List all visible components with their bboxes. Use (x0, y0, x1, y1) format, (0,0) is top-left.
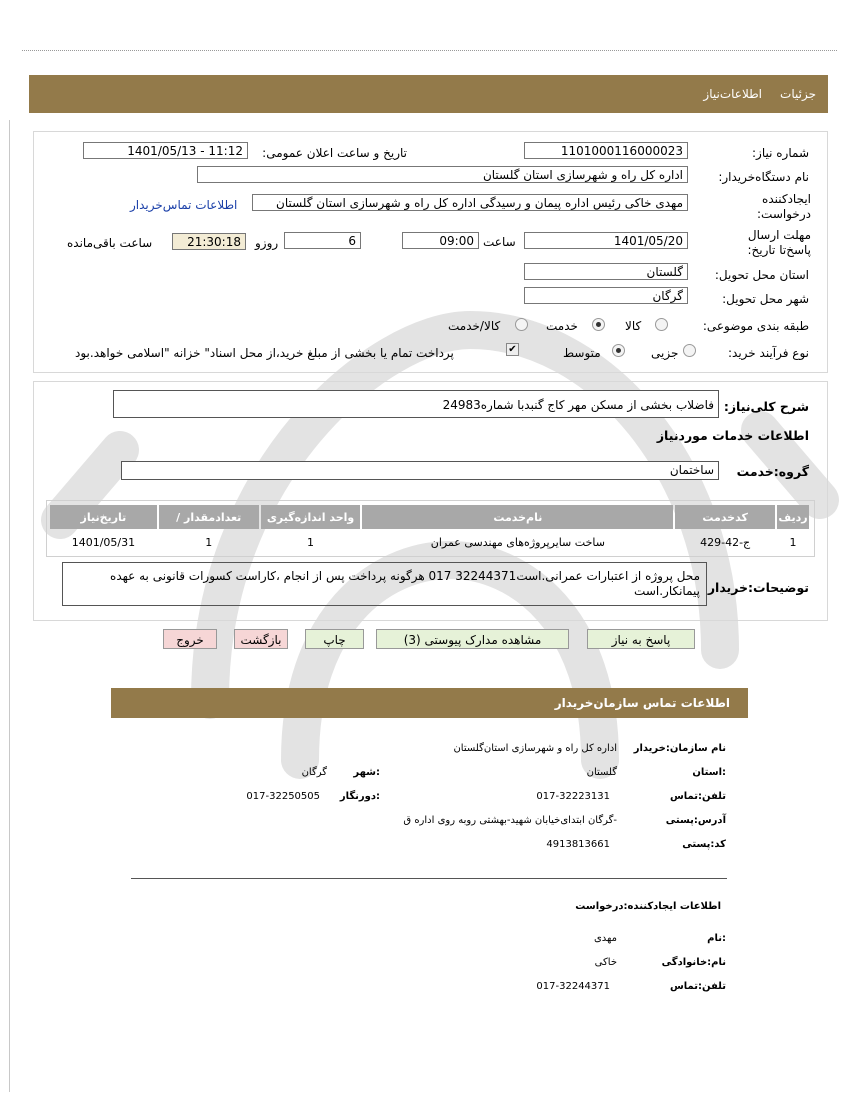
contact-postal-label: کد:پستی (682, 839, 726, 850)
requester-family-label: نام:خانوادگی (661, 957, 726, 968)
deadline-date-field: 1401/05/20 (524, 232, 688, 249)
category-both-label: کالا/خدمت (448, 319, 501, 333)
view-documents-button[interactable]: مشاهده مدارک پیوستی (3) (376, 629, 569, 649)
left-border (9, 120, 10, 1092)
contact-header (111, 688, 748, 718)
category-both-radio[interactable] (515, 318, 528, 331)
org-value: اداره کل راه و شهرسازی استان‌گلستان (453, 743, 617, 754)
need-number-field: 1101000116000023 (524, 142, 688, 159)
tab-details[interactable]: جزئیات (780, 87, 816, 101)
creator-field: مهدی خاکی رئیس اداره پیمان و رسیدگی اداره کل راه و شهرسازی استان گلستان (252, 194, 688, 211)
buyer-notes-field: محل پروژه از اعتبارات عمرانی.است32244371 017 هرگونه پرداخت پس از انجام ،کاراست کسورات قانونی به عهده پیمانکار.است (62, 562, 707, 606)
table-row (50, 531, 809, 553)
buyer-notes-label: توضیحات‌:خریدار (707, 580, 809, 595)
contact-postal-value: 4913813661 (546, 839, 610, 850)
reply-button[interactable]: پاسخ به نیاز (587, 629, 695, 649)
requester-name-label: :نام (707, 933, 726, 944)
contact-city-label: :شهر (353, 767, 380, 778)
exit-button[interactable]: خروج (163, 629, 217, 649)
contact-title: اطلاعات تماس سازمان‌خریدار (554, 696, 730, 710)
category-service-label: خدمت (546, 319, 578, 333)
cell-service-code: ج-42-429 (700, 535, 751, 549)
remaining-time: 21:30:18 (172, 233, 246, 250)
col-row: ردیف (777, 505, 809, 529)
announce-label: تاریخ و ساعت اعلان عمومی: (262, 146, 407, 160)
requester-family-value: خاکی (594, 957, 617, 968)
page-header (29, 75, 828, 113)
need-number-label: شماره نیاز: (752, 146, 809, 160)
col-service-code: کدخدمت (675, 505, 775, 529)
payment-text: پرداخت تمام یا بخشی از مبلغ خرید،از محل اسناد" خزانه "اسلامی خواهد.بود (75, 346, 454, 360)
col-unit: واحد اندازه‌گیری (261, 505, 361, 529)
category-goods-radio[interactable] (655, 318, 668, 331)
buyer-label: نام دستگاه‌خریدار: (718, 170, 809, 184)
process-medium-radio[interactable] (612, 344, 625, 357)
time-label: ساعت (483, 235, 516, 249)
service-group-field: ساختمان (121, 461, 719, 480)
summary-field: فاضلاب بخشی از مسکن مهر کاج گنبدبا شماره24983 (113, 390, 719, 418)
cell-unit: 1 (307, 535, 315, 549)
contact-province-label: :استان (692, 767, 726, 778)
province-field: گلستان (524, 263, 688, 280)
back-button[interactable]: بازگشت (234, 629, 288, 649)
days-label: روزو (255, 236, 279, 250)
process-medium-label: متوسط (563, 346, 601, 360)
cell-quantity: 1 (205, 535, 213, 549)
requester-phone-label: تلفن:تماس (669, 981, 726, 992)
buyer-field: اداره کل راه و شهرسازی استان گلستان (197, 166, 688, 183)
process-minor-label: جزیی (651, 346, 679, 360)
tab-need-info[interactable]: اطلاعات‌نیاز (703, 87, 762, 101)
requester-name-value: مهدی (593, 933, 617, 944)
payment-checkbox[interactable]: ✔ (506, 343, 519, 356)
contact-address-value: -گرگان ابتدای‌خیابان شهید-بهشتی روبه روی اداره ق (403, 815, 617, 826)
services-title: اطلاعات خدمات موردنیاز (656, 428, 809, 443)
announce-field: 1401/05/13 - 11:12 (83, 142, 248, 159)
cell-need-date: 1401/05/31 (71, 535, 136, 549)
contact-fax-label: :دورنگار (339, 791, 380, 802)
cell-row: 1 (789, 535, 797, 549)
contact-city-value: گرگان (301, 767, 327, 778)
deadline-time-field: 09:00 (402, 232, 479, 249)
province-label: استان محل تحویل: (714, 268, 809, 282)
section-divider (131, 878, 727, 879)
process-label: نوع فرآیند خرید: (728, 346, 809, 360)
col-need-date: تاریخ‌نیاز (50, 505, 157, 529)
contact-phone-label: تلفن:تماس (669, 791, 726, 802)
contact-phone-value: 017-32223131 (536, 791, 610, 802)
days-field: 6 (284, 232, 361, 249)
org-label: نام سازمان‌:خریدار (633, 743, 726, 754)
remaining-label: ساعت باقی‌مانده (67, 236, 153, 250)
requester-phone-value: 017-32244371 (536, 981, 610, 992)
contact-address-label: آدرس:پستی (665, 815, 726, 826)
deadline-label: مهلت ارسال پاسخ‌تا تاریخ: (747, 228, 811, 257)
category-label: طبقه بندی موضوعی: (702, 319, 809, 333)
summary-label: شرح کلی‌نیاز: (723, 399, 809, 414)
col-quantity: تعدادمقدار / (159, 505, 259, 529)
creator-label: ایجادکننده درخواست: (757, 192, 811, 221)
print-button[interactable]: چاپ (305, 629, 364, 649)
city-label: شهر محل تحویل: (722, 292, 809, 306)
process-minor-radio[interactable] (683, 344, 696, 357)
service-group-label: گروه‌:خدمت (736, 464, 809, 479)
top-divider (22, 50, 837, 51)
cell-service-name: ساخت سایرپروژه‌های مهندسی عمران (430, 535, 605, 549)
requester-title: اطلاعات ایجادکننده:درخواست (575, 901, 721, 912)
services-table (48, 503, 811, 555)
category-goods-label: کالا (625, 319, 642, 333)
category-service-radio[interactable] (592, 318, 605, 331)
contact-province-value: گلستان (586, 767, 617, 778)
buyer-contact-link[interactable]: اطلاعات تماس‌خریدار (130, 198, 238, 212)
col-service-name: نام‌خدمت (362, 505, 673, 529)
city-field: گرگان (524, 287, 688, 304)
contact-fax-value: 017-32250505 (246, 791, 320, 802)
